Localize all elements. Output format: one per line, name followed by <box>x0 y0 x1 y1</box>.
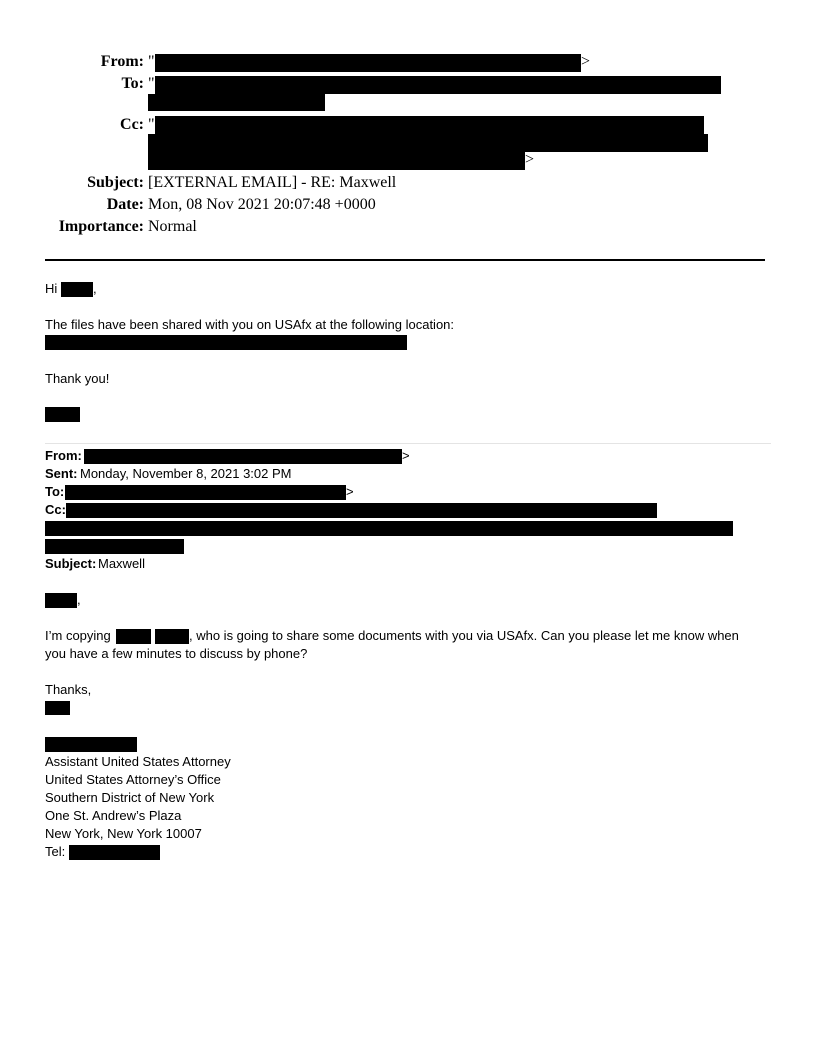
signature-title: Assistant United States Attorney <box>45 754 231 769</box>
orig-subject-value: Maxwell <box>98 556 145 571</box>
redacted-orig-cc-line3 <box>45 539 184 554</box>
redacted-orig-from <box>84 449 402 464</box>
signature-office: United States Attorney’s Office <box>45 772 221 787</box>
orig-subject-label: Subject: <box>45 556 97 571</box>
reply-thanks: Thank you! <box>45 371 110 386</box>
orig-greeting-comma: , <box>77 592 81 607</box>
cc-label: Cc: <box>120 116 144 133</box>
signature-address2: New York, New York 10007 <box>45 826 202 841</box>
to-quote: " <box>148 75 155 92</box>
quoted-divider <box>45 443 771 444</box>
redacted-orig-to <box>65 485 346 500</box>
reply-greeting-comma: , <box>93 281 97 296</box>
redacted-sender-signature <box>45 407 80 422</box>
importance-label: Importance: <box>58 218 144 235</box>
cc-gt: > <box>525 151 535 168</box>
orig-sent-value: Monday, November 8, 2021 3:02 PM <box>80 466 292 481</box>
redacted-orig-sender-initial <box>45 701 70 715</box>
reply-greeting: Hi <box>45 281 58 296</box>
redacted-recipient-name <box>61 282 93 297</box>
cc-quote: " <box>148 116 155 133</box>
orig-thanks: Thanks, <box>45 682 92 697</box>
orig-from-label: From: <box>45 448 82 463</box>
from-quote: " <box>148 53 155 70</box>
date-value: Mon, 08 Nov 2021 20:07:48 +0000 <box>148 196 376 213</box>
redacted-from <box>155 54 581 72</box>
from-label: From: <box>100 53 144 70</box>
orig-cc-label: Cc: <box>45 502 66 517</box>
signature-district: Southern District of New York <box>45 790 215 805</box>
reply-body-text: The files have been shared with you on USAfx at the following location: <box>45 317 455 332</box>
subject-label: Subject: <box>87 174 144 191</box>
signature-tel-label: Tel: <box>45 844 66 859</box>
orig-sent-label: Sent: <box>45 466 78 481</box>
redacted-orig-cc-line2 <box>45 521 733 536</box>
redacted-to-line1 <box>155 76 721 94</box>
orig-from-gt: > <box>402 448 410 463</box>
orig-to-label: To: <box>45 484 65 499</box>
redacted-cc-line1 <box>155 116 704 134</box>
header-divider <box>45 259 765 261</box>
date-label: Date: <box>106 196 144 213</box>
redacted-copied-first-name <box>116 629 151 644</box>
redacted-phone-number <box>69 845 160 860</box>
to-label: To: <box>121 75 144 92</box>
redacted-copied-last-name <box>155 629 189 644</box>
redacted-signature-name <box>45 737 137 752</box>
orig-body-part2: , who is going to share some documents with you via USAfx. Can you please let me know when <box>189 628 739 643</box>
importance-value: Normal <box>148 218 197 235</box>
redacted-orig-cc-line1 <box>66 503 657 518</box>
orig-to-gt: > <box>346 484 354 499</box>
from-gt: > <box>581 53 591 70</box>
signature-address1: One St. Andrew’s Plaza <box>45 808 182 823</box>
orig-body-part1: I’m copying <box>45 628 111 643</box>
redacted-file-location <box>45 335 407 350</box>
redacted-orig-greeting-name <box>45 593 77 608</box>
subject-value: [EXTERNAL EMAIL] - RE: Maxwell <box>148 174 397 191</box>
redacted-cc-line2 <box>148 134 708 152</box>
redacted-cc-line3 <box>148 152 525 170</box>
orig-body-line2: you have a few minutes to discuss by phone? <box>45 646 308 661</box>
redacted-to-line2 <box>148 94 325 111</box>
